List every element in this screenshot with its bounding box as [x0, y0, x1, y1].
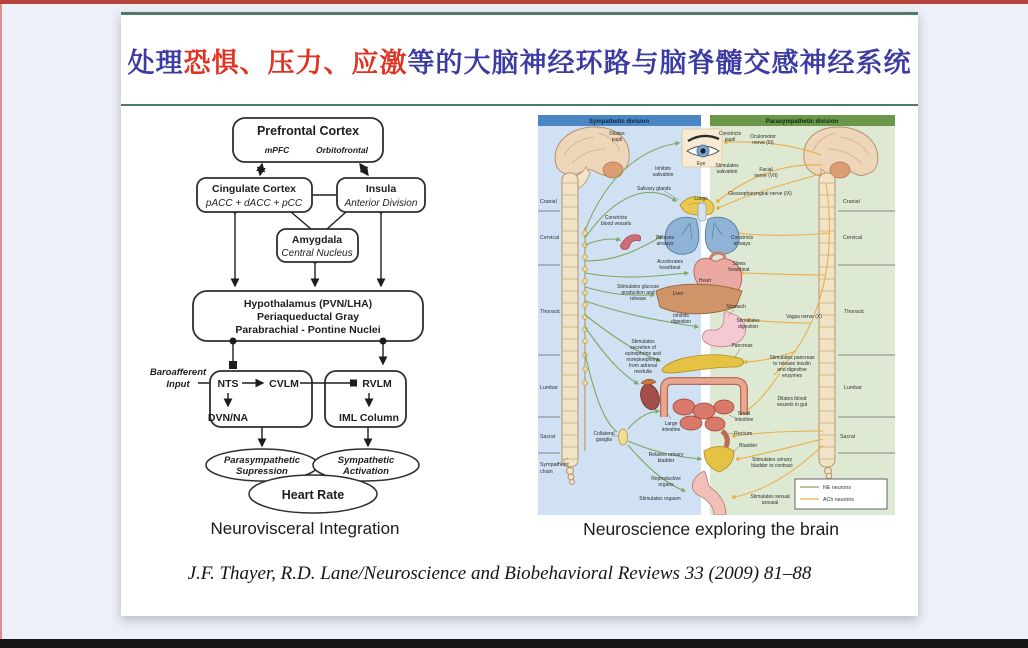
svg-text:vessels in gut: vessels in gut	[776, 402, 808, 408]
autonomic-svg	[538, 115, 895, 515]
adrenal-medulla-label: Stimulates	[631, 339, 655, 345]
large-intestine-label: Large	[664, 421, 678, 427]
svg-text:salivation: salivation	[652, 172, 674, 178]
title-segment-red: 恐惧、压力、应激	[183, 48, 408, 78]
sympathetic-line1: Sympathetic	[337, 455, 395, 466]
rvlm-label: RVLM	[362, 378, 392, 390]
svg-text:pupil: pupil	[611, 137, 623, 143]
sympathetic-chain-label: Sympathetic	[540, 462, 570, 468]
stimulates-orgasm-label: Stimulates orgasm	[639, 496, 681, 502]
hypothalamus-line1: Hypothalamus (PVN/LHA)	[243, 298, 373, 310]
svg-text:to release insulin: to release insulin	[773, 361, 811, 367]
bladder-label: Bladder	[739, 443, 758, 449]
cingulate-cortex-node	[197, 178, 312, 212]
right-cranial-label: Cranial	[843, 199, 860, 205]
relaxes-bladder-label: Relaxes urinary	[648, 452, 684, 458]
baroafferent-line1: Baroafferent	[150, 367, 207, 378]
svg-text:organs: organs	[658, 482, 674, 488]
inhibits-salivation-label: Inhibits	[655, 166, 671, 172]
svg-text:and digestive: and digestive	[777, 367, 807, 373]
heart-rate-node	[249, 475, 377, 513]
rvlm-iml-node	[300, 371, 406, 427]
relaxes-airways-label: Relaxes	[655, 235, 675, 241]
svg-text:airways: airways	[656, 241, 674, 247]
dilates-gut-vessels-label: Dilates blood	[777, 396, 807, 402]
prefrontal-cortex-node	[233, 118, 383, 162]
citation: J.F. Thayer, R.D. Lane/Neuroscience and Biobehavioral Reviews 33 (2009) 81–88	[187, 563, 812, 584]
hypothalamus-line2: Periaqueductal Gray	[256, 311, 360, 323]
hypothalamus-node	[193, 291, 423, 341]
bottom-black-bar	[0, 639, 1028, 648]
stimulates-pancreas-label: Stimulates pancreas	[769, 355, 815, 361]
title-divider-line	[121, 104, 918, 106]
svg-text:chain: chain	[540, 469, 553, 475]
svg-text:intestine: intestine	[734, 417, 754, 423]
svg-text:bladder to contract: bladder to contract	[751, 463, 793, 469]
svg-text:intestine: intestine	[661, 427, 681, 433]
dilates-pupil-label: Dilates	[609, 131, 625, 137]
svg-text:from adrenal: from adrenal	[628, 363, 658, 369]
rectum-label: Rectum	[734, 431, 753, 437]
page-title	[121, 41, 918, 80]
stimulates-salivation-label: Stimulates	[715, 163, 739, 169]
svg-text:epinephrine and: epinephrine and	[625, 351, 661, 357]
mpfc-label: mPFC	[264, 145, 290, 155]
heart-label: Heart	[698, 278, 712, 284]
vagus-nerve-label: Vagus nerve (X)	[786, 314, 822, 320]
sexual-arousal-label: Stimulates sexual	[750, 494, 790, 500]
neuron-legend	[795, 479, 887, 509]
lungs-label: Lungs	[694, 196, 708, 202]
stomach-label: Stomach	[726, 304, 746, 310]
left-figure-caption: Neurovisceral Integration	[210, 519, 400, 538]
left-cranial-label: Cranial	[540, 199, 557, 205]
neurovisceral-flowchart-figure	[150, 115, 460, 515]
cvlm-label: CVLM	[269, 378, 299, 390]
right-sacral-label: Sacral	[840, 434, 856, 440]
svg-text:production and: production and	[621, 290, 655, 296]
amygdala-node	[277, 229, 358, 262]
oculomotor-nerve-label: Oculomotor	[750, 134, 776, 140]
sympathetic-line2: Activation	[343, 466, 389, 477]
insula-label: Insula	[365, 183, 397, 195]
svg-text:secretion of: secretion of	[630, 345, 656, 351]
accelerates-heartbeat-label: Accelerates	[656, 259, 684, 265]
right-thoracic-label: Thoracic	[844, 309, 865, 315]
glossopharyngeal-nerve-label: Glossopharyngeal nerve (IX)	[728, 191, 792, 197]
svg-text:heartbeat: heartbeat	[728, 267, 750, 273]
constricts-vessels-label: Constricts	[604, 215, 628, 221]
parasympathetic-line2: Supression	[236, 466, 288, 477]
left-lumbar-label: Lumbar	[540, 385, 558, 391]
svg-text:enzymes: enzymes	[781, 373, 803, 379]
insula-node	[337, 178, 425, 212]
right-figure-caption: Neuroscience exploring the brain	[583, 519, 839, 539]
svg-text:pupil: pupil	[724, 137, 736, 143]
slide	[121, 12, 918, 616]
title-segment-blue-2: 等的大脑神经环路与脑脊髓交感神经系统	[407, 48, 912, 78]
hypothalamus-line3: Parabrachial - Pontine Nuclei	[235, 324, 381, 336]
salivary-glands-label: Salivary glands	[637, 186, 671, 192]
heart-rate-label: Heart Rate	[281, 488, 345, 502]
stimulates-digestion-label: Stimulates	[736, 318, 760, 324]
stimulates-glucose-label: Stimulates glucose	[617, 284, 659, 290]
flowchart-svg	[150, 115, 460, 515]
svg-text:nerve (VII): nerve (VII)	[754, 173, 778, 179]
left-cervical-label: Cervical	[540, 235, 560, 241]
autonomic-nervous-system-figure	[538, 115, 895, 515]
cingulate-sub-label: pACC + dACC + pCC	[205, 198, 303, 209]
constricts-airways-label: Constricts	[730, 235, 754, 241]
svg-text:heartbeat: heartbeat	[659, 265, 681, 271]
ne-neurons-label: NE neurons	[823, 485, 851, 491]
insula-sub-label: Anterior Division	[344, 198, 418, 209]
baroafferent-input	[150, 367, 219, 390]
svg-text:release: release	[629, 296, 647, 302]
svg-text:medulla: medulla	[634, 369, 652, 375]
nts-label: NTS	[217, 378, 239, 390]
collateral-ganglion	[619, 429, 628, 445]
parasympathetic-division-header: Parasympathetic division	[765, 119, 839, 125]
baroafferent-line2: Input	[166, 379, 190, 390]
svg-text:blood vessels: blood vessels	[600, 221, 632, 227]
collateral-ganglia-label: Collateral	[593, 431, 615, 437]
inhibits-digestion-label: Inhibits	[673, 313, 689, 319]
svg-text:nerve (III): nerve (III)	[752, 140, 774, 146]
slows-heartbeat-label: Slows	[732, 261, 746, 267]
top-red-strip	[0, 0, 1028, 4]
svg-text:bladder: bladder	[657, 458, 675, 464]
sympathetic-division-header: Sympathetic division	[588, 119, 650, 125]
svg-text:norepinephrine: norepinephrine	[626, 357, 660, 363]
cingulate-cortex-label: Cingulate Cortex	[211, 183, 297, 195]
title-segment-blue-1: 处理	[127, 48, 184, 78]
stimulates-bladder-label: Stimulates urinary	[751, 457, 793, 463]
constricts-pupil-label: Constricts	[718, 131, 742, 137]
right-spinal-column	[819, 173, 835, 479]
svg-text:digestion: digestion	[737, 324, 759, 330]
left-red-edge	[0, 4, 2, 640]
left-thoracic-label: Thoracic	[540, 309, 561, 315]
pancreas-label: Pancreas	[731, 343, 753, 349]
facial-nerve-label: Facial	[759, 167, 773, 173]
orbitofrontal-label: Orbitofrontal	[316, 145, 368, 155]
left-sacral-label: Sacral	[540, 434, 556, 440]
iml-column-label: IML Column	[339, 412, 399, 424]
parasympathetic-line1: Parasympathetic	[223, 455, 301, 466]
svg-text:digestion: digestion	[670, 319, 692, 325]
liver-label: Liver	[672, 291, 684, 297]
right-cervical-label: Cervical	[843, 235, 863, 241]
prefrontal-cortex-label: Prefrontal Cortex	[256, 124, 360, 138]
amygdala-sub-label: Central Nucleus	[281, 248, 353, 259]
svg-text:ganglia: ganglia	[595, 437, 613, 443]
dvn-na-label: DVN/NA	[207, 412, 249, 424]
ach-neurons-label: ACh neurons	[823, 497, 854, 503]
reproductive-organs-label: Reproductive	[651, 476, 681, 482]
small-intestine-label: Small	[737, 411, 751, 417]
nts-cvlm-dvn-node	[208, 371, 312, 427]
svg-text:arousal: arousal	[761, 500, 779, 506]
svg-text:airways: airways	[733, 241, 751, 247]
left-spinal-column	[562, 173, 578, 484]
amygdala-label: Amygdala	[291, 234, 343, 246]
eye-label: Eye	[696, 161, 706, 167]
right-lumbar-label: Lumbar	[844, 385, 862, 391]
svg-text:salivation: salivation	[716, 169, 738, 175]
